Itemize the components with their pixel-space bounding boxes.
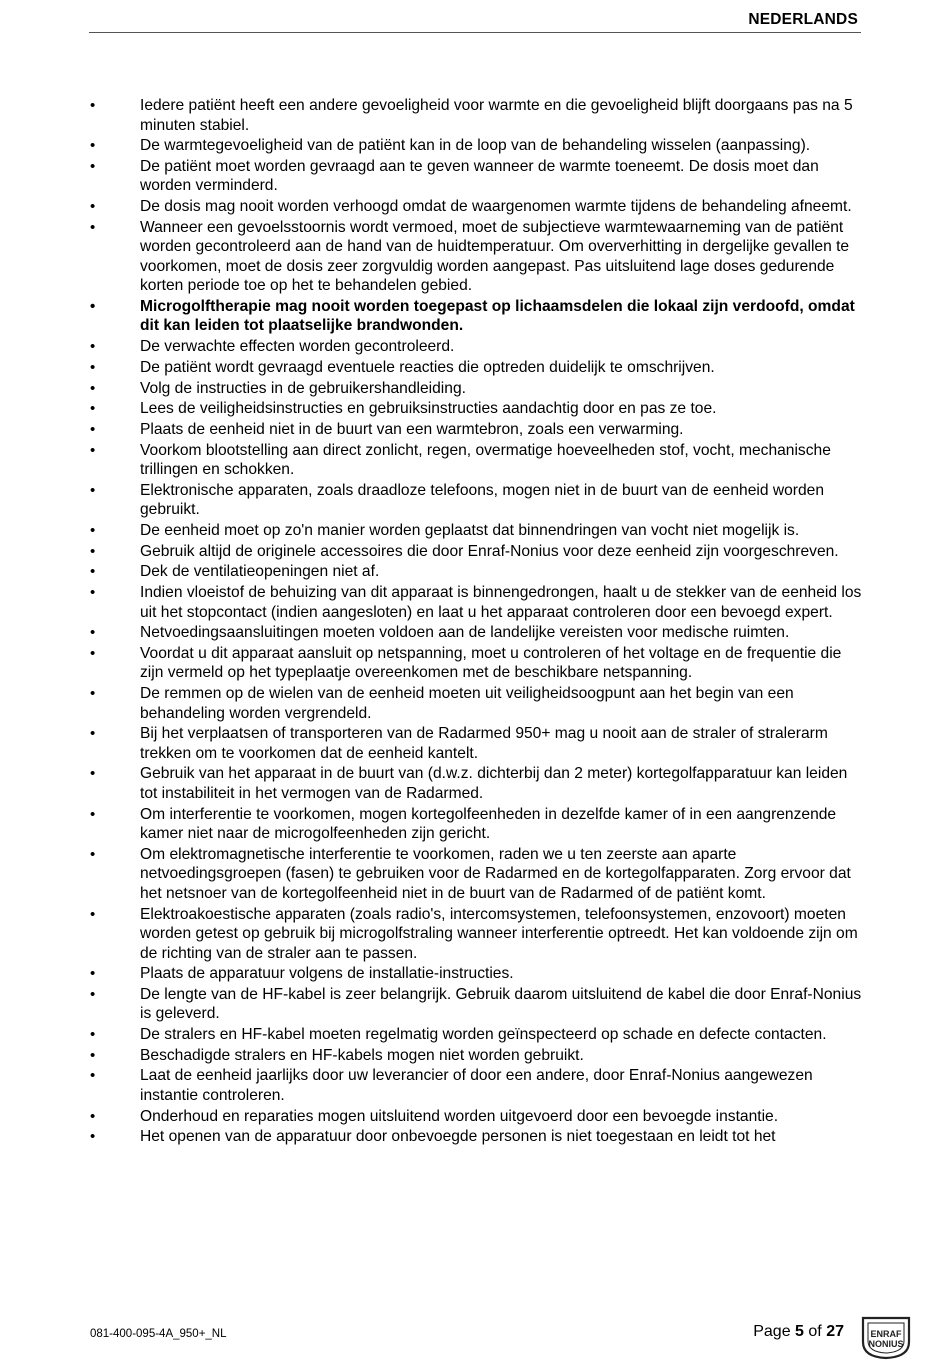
- list-item: • De patiënt moet worden gevraagd aan te geven wanneer de warmte toeneemt. De dosis moet dan worden verminderd.: [90, 157, 865, 196]
- list-item: • Voordat u dit apparaat aansluit op netspanning, moet u controleren of het voltage en de frequentie die zijn vermeld op het typeplaatje overeenkomen met de beschikbare netspanning.: [90, 644, 865, 683]
- list-item: • Gebruik van het apparaat in de buurt van (d.w.z. dichterbij dan 2 meter) kortegolfapparatuur kan leiden tot instabiliteit in het vermogen van de Radarmed.: [90, 764, 865, 803]
- header-divider: [89, 32, 861, 33]
- list-item: • De patiënt wordt gevraagd eventuele reacties die optreden duidelijk te omschrijven.: [90, 358, 865, 378]
- logo-line2: NONIUS: [868, 1339, 904, 1349]
- list-item: • Indien vloeistof de behuizing van dit apparaat is binnengedrongen, haalt u de stekker van de eenheid los uit het stopcontact (indien aangesloten) en laat u het apparaat controleren door een bevoegd expert.: [90, 583, 865, 622]
- list-item: • Elektroakoestische apparaten (zoals radio's, intercomsystemen, telefoonsystemen, enzovoort) moeten worden getest op gebruik bij microgolfstraling wanneer interferentie optreedt. Het kan voldoende zijn om de richting van de straler aan te passen.: [90, 905, 865, 964]
- list-item: • Dek de ventilatieopeningen niet af.: [90, 562, 865, 582]
- list-item: • Beschadigde stralers en HF-kabels mogen niet worden gebruikt.: [90, 1046, 865, 1066]
- page-of: of: [808, 1323, 822, 1340]
- list-item: • Onderhoud en reparaties mogen uitsluitend worden uitgevoerd door een bevoegde instantie.: [90, 1107, 865, 1127]
- list-item: • Plaats de eenheid niet in de buurt van een warmtebron, zoals een verwarming.: [90, 420, 865, 440]
- page-number: [753, 1323, 844, 1341]
- list-item: • Gebruik altijd de originele accessoires die door Enraf-Nonius voor deze eenheid zijn voorgeschreven.: [90, 542, 865, 562]
- document-code: 081-400-095-4A_950+_NL: [90, 1328, 227, 1340]
- page-word: Page: [753, 1323, 791, 1340]
- list-item: • Iedere patiënt heeft een andere gevoeligheid voor warmte en die gevoeligheid blijft doorgaans pas na 5 minuten stabiel.: [90, 96, 865, 135]
- page-total: 27: [826, 1323, 844, 1340]
- list-item: • Microgolftherapie mag nooit worden toegepast op lichaamsdelen die lokaal zijn verdoofd, omdat dit kan leiden tot plaatselijke brandwonden.: [90, 297, 865, 336]
- list-item: • Volg de instructies in de gebruikershandleiding.: [90, 379, 865, 399]
- page-current: 5: [795, 1323, 804, 1340]
- enraf-nonius-logo-icon: [858, 1314, 914, 1360]
- header-language: NEDERLANDS: [748, 11, 858, 28]
- list-item: • Lees de veiligheidsinstructies en gebruiksinstructies aandachtig door en pas ze toe.: [90, 399, 865, 419]
- logo-line1: ENRAF: [870, 1329, 902, 1339]
- list-item: • Netvoedingsaansluitingen moeten voldoen aan de landelijke vereisten voor medische ruimten.: [90, 623, 865, 643]
- list-item: • Laat de eenheid jaarlijks door uw leverancier of door een andere, door Enraf-Nonius aangewezen instantie controleren.: [90, 1066, 865, 1105]
- list-item: • Om elektromagnetische interferentie te voorkomen, raden we u ten zeerste aan aparte netvoedingsgroepen (fasen) te gebruiken voor de Radarmed en de kortegolfapparaten. Zorg ervoor dat het netsnoer van de kortegolfeenheid niet in de buurt van de Radarmed of de patiënt komt.: [90, 845, 865, 904]
- list-item: • Plaats de apparatuur volgens de installatie-instructies.: [90, 964, 865, 984]
- list-item: • Om interferentie te voorkomen, mogen kortegolfeenheden in dezelfde kamer of in een aangrenzende kamer niet naar de microgolfeenheden zijn gericht.: [90, 805, 865, 844]
- list-item: • Het openen van de apparatuur door onbevoegde personen is niet toegestaan en leidt tot het: [90, 1127, 865, 1147]
- list-item: • De stralers en HF-kabel moeten regelmatig worden geïnspecteerd op schade en defecte contacten.: [90, 1025, 865, 1045]
- list-item: • De warmtegevoeligheid van de patiënt kan in de loop van de behandeling wisselen (aanpassing).: [90, 136, 865, 156]
- list-item: • De dosis mag nooit worden verhoogd omdat de waargenomen warmte tijdens de behandeling afneemt.: [90, 197, 865, 217]
- list-item: • Voorkom blootstelling aan direct zonlicht, regen, overmatige hoeveelheden stof, vocht, mechanische trillingen en schokken.: [90, 441, 865, 480]
- list-item: • De lengte van de HF-kabel is zeer belangrijk. Gebruik daarom uitsluitend de kabel die door Enraf-Nonius is geleverd.: [90, 985, 865, 1024]
- list-item: • Elektronische apparaten, zoals draadloze telefoons, mogen niet in de buurt van de eenheid worden gebruikt.: [90, 481, 865, 520]
- list-item: • Wanneer een gevoelsstoornis wordt vermoed, moet de subjectieve warmtewaarneming van de patiënt worden gecontroleerd aan de hand van de huidtemperatuur. Om oververhitting in dergelijke gevallen te voorkomen, moet de dosis zeer zorgvuldig worden aangepast. Pas uitsluitend lage doses gedurende korten periode toe op het te behandelen gebied.: [90, 218, 865, 296]
- list-item: • Bij het verplaatsen of transporteren van de Radarmed 950+ mag u nooit aan de straler of stralerarm trekken om te voorkomen dat de eenheid kantelt.: [90, 724, 865, 763]
- safety-instructions-list: [90, 96, 865, 1148]
- list-item: • De eenheid moet op zo'n manier worden geplaatst dat binnendringen van vocht niet mogelijk is.: [90, 521, 865, 541]
- list-item: • De remmen op de wielen van de eenheid moeten uit veiligheidsoogpunt aan het begin van een behandeling worden vergrendeld.: [90, 684, 865, 723]
- list-item: • De verwachte effecten worden gecontroleerd.: [90, 337, 865, 357]
